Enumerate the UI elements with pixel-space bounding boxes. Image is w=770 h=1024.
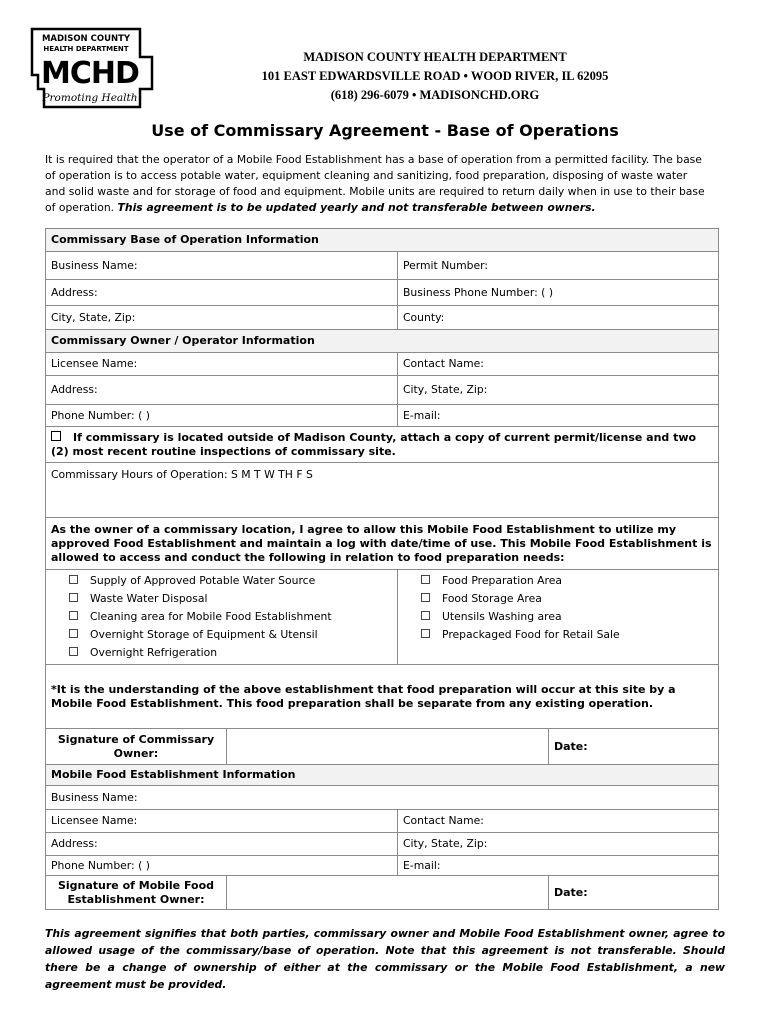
logo-mark: MCHD bbox=[41, 56, 139, 91]
commissary-heading: Commissary Base of Operation Information bbox=[46, 229, 719, 252]
owner-phone-field[interactable]: Phone Number: ( ) bbox=[46, 405, 398, 427]
need-left-item bbox=[69, 608, 392, 626]
logo-line2: HEALTH DEPARTMENT bbox=[43, 45, 129, 53]
checkbox-icon[interactable] bbox=[69, 647, 78, 656]
owner-licensee-field[interactable]: Licensee Name: bbox=[46, 353, 398, 376]
owner-heading: Commissary Owner / Operator Information bbox=[46, 330, 719, 353]
mobile-signature-field[interactable] bbox=[227, 876, 549, 910]
document-title: Use of Commissary Agreement - Base of Operations bbox=[151, 121, 619, 140]
mobile-city-field[interactable]: City, State, Zip: bbox=[398, 833, 719, 856]
need-left-label: Overnight Storage of Equipment & Utensil bbox=[90, 628, 318, 641]
need-left-item bbox=[69, 626, 392, 644]
commissary-signature-field[interactable] bbox=[227, 729, 549, 765]
checkbox-icon[interactable] bbox=[69, 629, 78, 638]
need-left-label: Cleaning area for Mobile Food Establishment bbox=[90, 610, 332, 623]
needs-left-cell bbox=[46, 570, 398, 665]
checkbox-icon[interactable] bbox=[421, 575, 430, 584]
org-name: MADISON COUNTY HEALTH DEPARTMENT bbox=[303, 50, 567, 64]
needs-left-list bbox=[51, 572, 392, 662]
commissary-date-field[interactable]: Date: bbox=[549, 729, 719, 765]
need-right-label: Prepackaged Food for Retail Sale bbox=[442, 628, 620, 641]
intro-emphasis: This agreement is to be updated yearly and not transferable between owners. bbox=[117, 201, 596, 214]
checkbox-icon[interactable] bbox=[421, 593, 430, 602]
mchd-logo bbox=[28, 27, 156, 109]
mobile-licensee-field[interactable]: Licensee Name: bbox=[46, 810, 398, 833]
need-left-item bbox=[69, 590, 392, 608]
need-right-item bbox=[421, 590, 713, 608]
need-right-item bbox=[421, 608, 713, 626]
letterhead bbox=[160, 48, 710, 105]
hours-of-operation-field[interactable]: Commissary Hours of Operation: S M T W TH F S bbox=[46, 463, 719, 518]
mobile-signature-label: Signature of Mobile Food Establishment Owner: bbox=[46, 876, 227, 910]
commissary-city-field[interactable]: City, State, Zip: bbox=[46, 306, 398, 330]
need-left-item bbox=[69, 572, 392, 590]
commissary-county-field[interactable]: County: bbox=[398, 306, 719, 330]
mobile-business-name-field[interactable]: Business Name: bbox=[46, 786, 719, 810]
footer-statement: This agreement signifies that both parties, commissary owner and Mobile Food Establishment owner, agree to allowed usage of the commissary/base of operation. Note that this agreement is not transferable. Should there be a change of ownership of either at the commissary or the Mobile Food Establishment, a new agreement must be provided. bbox=[45, 927, 725, 991]
need-left-label: Overnight Refrigeration bbox=[90, 646, 218, 659]
outside-county-notice bbox=[46, 427, 719, 463]
need-right-label: Food Storage Area bbox=[442, 592, 542, 605]
need-right-item bbox=[421, 572, 713, 590]
need-right-item bbox=[421, 626, 713, 644]
logo-tagline: Promoting Health bbox=[42, 92, 138, 104]
commissary-permit-number-field[interactable]: Permit Number: bbox=[398, 252, 719, 280]
understanding-text: *It is the understanding of the above establishment that food preparation will occur at this site by a Mobile Food Establishment. This food preparation shall be separate from any existing operation. bbox=[46, 665, 719, 729]
logo-line1: MADISON COUNTY bbox=[41, 34, 131, 44]
outside-county-checkbox[interactable] bbox=[51, 431, 61, 441]
org-address: 101 EAST EDWARDSVILLE ROAD • WOOD RIVER, IL 62095 bbox=[261, 69, 609, 83]
agreement-form bbox=[45, 228, 719, 910]
org-contact: (618) 296-6079 • MADISONCHD.ORG bbox=[330, 88, 540, 102]
mobile-phone-field[interactable]: Phone Number: ( ) bbox=[46, 856, 398, 876]
owner-city-field[interactable]: City, State, Zip: bbox=[398, 376, 719, 405]
commissary-address-field[interactable]: Address: bbox=[46, 280, 398, 306]
commissary-business-name-field[interactable]: Business Name: bbox=[46, 252, 398, 280]
checkbox-icon[interactable] bbox=[69, 593, 78, 602]
commissary-signature-label: Signature of Commissary Owner: bbox=[46, 729, 227, 765]
checkbox-icon[interactable] bbox=[421, 629, 430, 638]
commissary-phone-field[interactable]: Business Phone Number: ( ) bbox=[398, 280, 719, 306]
need-right-label: Utensils Washing area bbox=[442, 610, 562, 623]
intro-text: It is required that the operator of a Mobile Food Establishment has a base of operation from a permitted facility. The base of operation is to access potable water, equipment cleaning and sanitizing, food preparation, disposing of waste water and solid waste and for storage of food and equipment. Mobile units are required to return daily when in use to their base of operation. bbox=[45, 153, 705, 214]
mobile-contact-field[interactable]: Contact Name: bbox=[398, 810, 719, 833]
needs-right-list bbox=[403, 572, 713, 644]
mobile-email-field[interactable]: E-mail: bbox=[398, 856, 719, 876]
need-left-label: Supply of Approved Potable Water Source bbox=[90, 574, 316, 587]
needs-right-cell bbox=[398, 570, 719, 665]
owner-email-field[interactable]: E-mail: bbox=[398, 405, 719, 427]
mobile-date-field[interactable]: Date: bbox=[549, 876, 719, 910]
owner-address-field[interactable]: Address: bbox=[46, 376, 398, 405]
outside-county-text: If commissary is located outside of Madison County, attach a copy of current permit/license and two (2) most recent routine inspections of commissary site. bbox=[51, 430, 697, 458]
owner-agreement-text: As the owner of a commissary location, I agree to allow this Mobile Food Establishment to utilize my approved Food Establishment and maintain a log with date/time of use. This Mobile Food Establishment is allowed to access and conduct the following in relation to food preparation needs: bbox=[46, 518, 719, 570]
mobile-heading: Mobile Food Establishment Information bbox=[46, 765, 719, 786]
checkbox-icon[interactable] bbox=[421, 611, 430, 620]
checkbox-icon[interactable] bbox=[69, 575, 78, 584]
mobile-address-field[interactable]: Address: bbox=[46, 833, 398, 856]
owner-contact-field[interactable]: Contact Name: bbox=[398, 353, 719, 376]
checkbox-icon[interactable] bbox=[69, 611, 78, 620]
need-left-item bbox=[69, 644, 392, 662]
need-left-label: Waste Water Disposal bbox=[90, 592, 208, 605]
intro-paragraph bbox=[45, 152, 710, 216]
need-right-label: Food Preparation Area bbox=[442, 574, 562, 587]
